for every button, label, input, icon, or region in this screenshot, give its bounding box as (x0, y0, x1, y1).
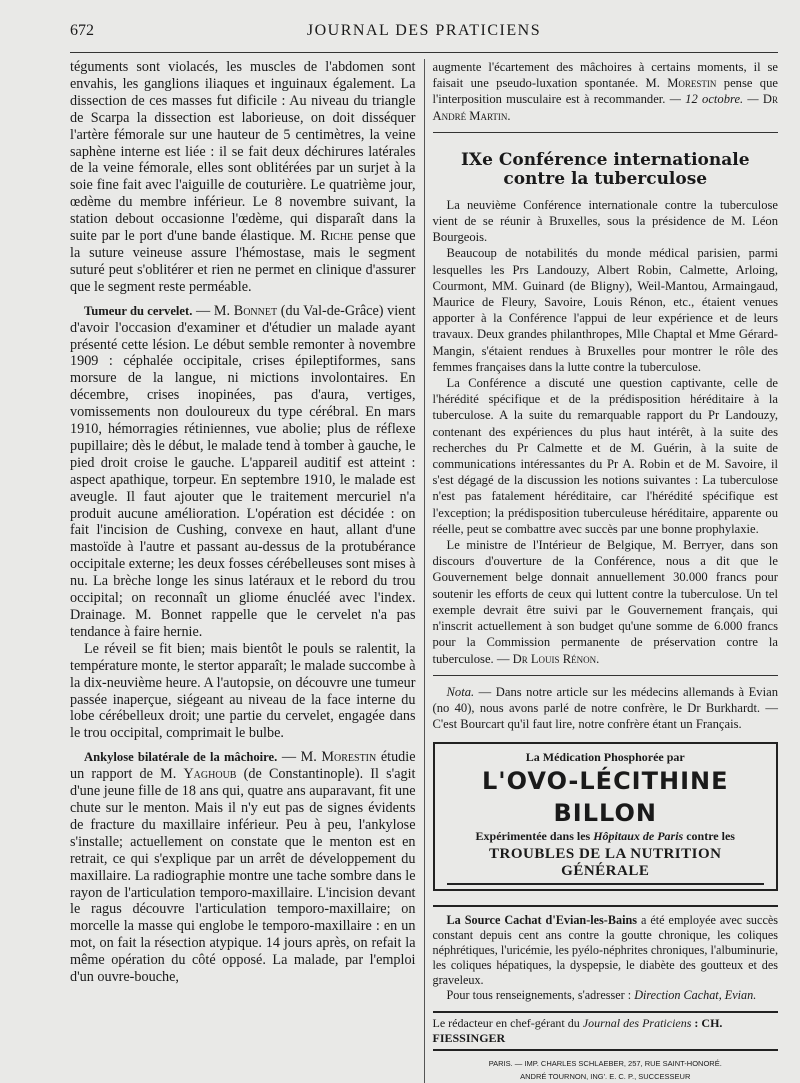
page-header (70, 22, 778, 53)
section-tumeur-cervelet: Tumeur du cervelet. — M. Bonnet (du Val-de-Grâce) vient d'avoir l'occasion d'examiner et d'étudier un malade ayant présenté cette lésion. Le début semble remonter à novembre 1909 : céphalée occipitale, crises épileptiformes, sans morsure de la langue, ni mictions involontaires. En décembre, crises inopinées, pas d'aura, vertiges, vomissements non douloureux du type cérébral. En mars 1910, hémorragies rétiniennes, vue abolie; plus de réflexe pupillaire; dès le début, le malade tend à tomber à gauche, le pied droit croise le gauche. L'appareil auditif est atteint : aspect apathique, torpeur. En septembre 1910, le malade est aveugle. Il faut ajouter que le traitement mercuriel n'a produit aucune amélioration. L'opération est décidée : on fait l'incision de Cushing, convexe en haut, allant d'une mastoïde à l'autre et passant au-dessus de la protubérance occipitale externe; les deux fosses cérébelleuses sont mises à nu. La brèche longe les sinus latéraux et le rebord du trou occipital; on reconnaît un gliome énucléé avec l'index. Drainage. M. Bonnet rappelle que le cervelet n'a pas tendance à faire hernie. (70, 302, 416, 640)
section-title: Ankylose bilatérale de la mâchoire. (84, 750, 278, 765)
paragraph: La Conférence a discuté une question captivante, celle de l'hérédité spécifique et de la prédisposition héréditaire à la tuberculose. A la suite du remarquable rapport du Pr Landouzy, contenant des expériences du plus haut intérêt, à la suite des recherches du Pr Calmette et de M. Guérin, à la suite de communications intéressantes du Pr A. Robin et de M. Savoire, il s'est dégagé de la discussion les notions suivantes : La tuberculose n'est pas fatalement héréditaire, car l'hérédité spécifique est l'exception; la prédisposition tuberculeuse héréditaire, apparente ou réelle, peut se combattre avec succès par une bonne prophylaxie. (432, 376, 778, 536)
paragraph: Le réveil se fit bien; mais bientôt le pouls se ralentit, la température monte, le stertor apparaît; le malade succombe à la dix-neuvième heure. A l'autopsie, on découvre une tumeur passée inaperçue, siégeant au niveau de la face interne du lobe cérébelleux droit; une partie du cervelet, engagée dans le trou occipital, comprimait le bulbe. (70, 640, 416, 742)
paragraph: téguments sont violacés, les muscles de l'abdomen sont envahis, les ganglions iliaques et inguinaux également. La dissection de ces masses fut dificile : Au niveau du triangle de Scarpa la dissection est laborieuse, on doit disséquer l'artère fémorale sur une hauteur de 5 centimètres, la veine saphène interne est liée : il se fait deux déchirures latérales de la veine fémorale, elles sont oblitérées par un surjet à la soie fine fait avec l'aiguille de couturière. Le quatrième jour, œdème du membre inférieur. Le 8 novembre suivant, la station debout occasionne l'œdème, qui disparaît dans la suite par le port d'une bande élastique. M. Riche pense que la suture veineuse assure l'hémostase, mais le segment suturé peut s'oblitérer et rien ne permet en clinique d'assurer que le segment reste perméable. (70, 59, 416, 295)
nota: Nota. — Dans notre article sur les médecins allemands à Evian (no 40), nous avons parlé de notre confrère, le Dr Burkhardt. — C'est Bourcart qu'il faut lire, notre confrère étant un Français. (432, 684, 778, 732)
signature: Dr Louis Rénon. (512, 651, 600, 666)
divider (433, 675, 779, 676)
page-number: 672 (70, 22, 94, 39)
paragraph: Beaucoup de notabilités du monde médical parisien, parmi lesquelles les Prs Landouzy, Albert Robin, Calmette, Arloing, Courmont, MM. Guinard (de Bligny), Weil-Mantou, Armaingaud, Maurice de Fleury, Savoire, Louis Rénon, etc., étaient venues apporter à la Conférence l'appui de leur expérience et de leurs travaux. Deux grandes philanthropes, Mlle Chaptal et Mme Gérard-Mangin, s'étaient rendues à Bruxelles pour montrer le rôle des femmes françaises dans la lutte contre la tuberculose. (432, 246, 778, 374)
printer-imprint: PARIS. — IMP. CHARLES SCHLAEBER, 257, RUE SAINT-HONORÉ. ANDRÉ TOURNON, ING'. E. C. P., SUCCESSEUR (488, 1059, 722, 1082)
section-ankylose: Ankylose bilatérale de la mâchoire. — M. Morestin étudie un rapport de M. Yaghoub (de Constantinople). Il s'agit d'une jeune fille de 18 ans qui, quatre ans auparavant, fit une chute sur le menton. Mais il n'y eut pas de signes évidents de fracture du maxillaire inférieur. Peu à peu, l'ankylose s'installe; actuellement on constate que le menton est en retrait, ce qui s'explique par un arrêt de développement du maxillaire. La radiographie montre une tache sombre dans le rayon de l'articulation temporo-maxillaire. L'incision devant le ragus découvre l'articulation temporo-maxillaire; on morcelle la masse qui englobe le temporo-maxillaire : en un mot, on fait la résection atypique. 14 jours après, on refait la même opération du côté opposé. La malade, par l'emploi d'un ouvre-bouche, (70, 749, 416, 986)
advertisement-ovo-lecithine: La Médication Phosphorée par L'OVO-LÉCITHINE BILLON Expérimentée dans les Hôpitaux de Paris contre les TROUBLES DE LA NUTRITION GÉNÉRALE (433, 742, 779, 891)
divider (433, 132, 779, 133)
ad-product-name: L'OVO-LÉCITHINE BILLON (482, 767, 729, 828)
paragraph: La neuvième Conférence internationale contre la tuberculose vient de se réunir à Bruxelles, sous la présidence de M. Léon Bourgeois. (432, 197, 778, 245)
conference-title: IXe Conférence internationale contre la tuberculose (460, 149, 750, 189)
left-column (70, 59, 425, 1083)
journal-title: JOURNAL DES PRATICIENS (306, 22, 542, 39)
right-column (425, 59, 779, 1083)
paragraph: augmente l'écartement des mâchoires à certains moments, il se faisait une pseudo-luxation spontanée. M. Morestin pense que l'interposition musculaire est à recommander. — 12 octobre. — Dr André Martin. (432, 60, 779, 123)
section-title: Tumeur du cervelet. (84, 303, 193, 318)
paragraph: Le ministre de l'Intérieur de Belgique, M. Berryer, dans son discours d'ouverture de la Conférence, nous a dit que le Gouvernement belge donnait annuellement 30.000 francs pour soutenir les efforts de ceux qui luttent contre la tuberculose. Un tel exemple devrait être suivi par le Gouvernement français, qui n'inscrit actuellement à son budget qu'une somme de 6.000 francs pour la Commission permanente de préservation contre la tuberculose. — Dr Louis Rénon. (432, 538, 778, 666)
advertisement-cachat: La Source Cachat d'Evian-les-Bains a été employée avec succès constant depuis cent ans contre la goutte chronique, les coliques néphrétiques, l'uricémie, les pyélo-néphrites chroniques, l'albuminurie, les coliques hépatiques, la dyspepsie, le diabète des goutteux et des graveleux. Pour tous renseignements, s'adresser : Direction Cachat, Evian. (433, 905, 779, 1003)
editor-line: Le rédacteur en chef-gérant du Journal des Praticiens : CH. FIESSINGER (433, 1011, 779, 1051)
signature: Dr André Martin. (432, 92, 779, 123)
